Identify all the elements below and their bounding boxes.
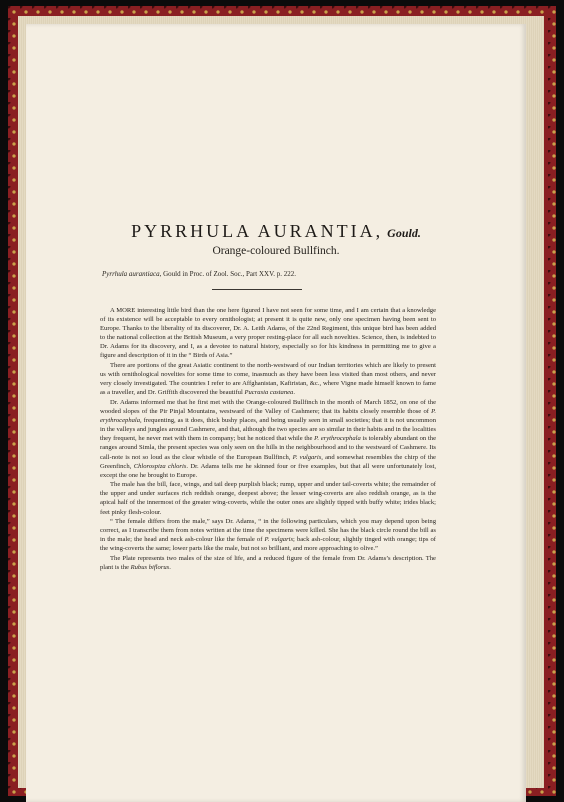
text-run: The male has the bill, face, wings, and tail deep purplish black; rump, upper and under tail-coverts white; the remainder of the upper and under surfaces rich reddish orange, deepest above; the lesser wing-coverts are also reddish orange, as is the apical half of the innermost of the greater wing-coverts, while the outer ones are slightly tipped with buffy white; irides black; feet pinky flesh-colour.: [100, 481, 436, 516]
text-run: Dr. Adams informed me that he first met with the Orange-coloured Bullfinch in the month of March 1852, on one of the wooded slopes of the Pir Pinjal Mountains, westward of the Valley of Cashmere; that its habits closely resemble those of: [100, 398, 436, 416]
paragraph: [100, 480, 436, 516]
paragraph: [100, 306, 436, 361]
species-name: PYRRHULA AURANTIA,: [131, 221, 384, 241]
paragraph: [100, 361, 436, 397]
text-run: , frequenting, as it does, thick bushy places, and being usually seen in small societies; that it is not uncommon in the valleys and jungles around Cashmere, and that, although the two species are so similar in their habits and in the localities they frequent, he never met with them in company; but he noticed that while the: [100, 417, 436, 443]
book-cover-edge: [8, 6, 556, 796]
paragraph: [100, 554, 436, 572]
italic-term: P. vulgaris: [292, 453, 322, 461]
common-name: Orange-coloured Bullfinch.: [212, 245, 340, 257]
text-run: The Plate represents two males of the size of life, and a reduced figure of the female from Dr. Adams’s description. The plant is the: [100, 555, 436, 572]
text-run: is tolerably abundant on the ranges around Simla, the present species was only seen on the hills in the neighbourhood and to the westward of Cashmere. Its call-note is not so loud as the clear whistle of the European Bullfinch,: [100, 435, 437, 461]
italic-term: Rubus biflorus: [130, 564, 170, 572]
divider-rule: [212, 289, 302, 290]
text-run: ; back ash-colour, slightly tinged with orange; tips of the wing-coverts the same; lower parts like the male, but not so brilliant, and more approaching to olive.”: [100, 536, 436, 553]
italic-term: Chlorospiza chloris: [133, 462, 187, 470]
text-run: A MORE interesting little bird than the one here figured I have not seen for some time, and I am certain that a knowledge of its existence will be acceptable to every ornithologist; at present it is quite new, only one specimen having been sent to Europe. Thanks to the liberality of its discoverer, Dr. A. Leith Adams, of the 22nd Regiment, this unique bird has been added to the national collection at the British Museum, a very proper resting-place for all such novelties. Science, then, is indebted to Dr. Adams for its discovery, and I, as a devotee to natural history, especially so for his kindness in permitting me to give a figure and description of it in the “ Birds of Asia.”: [100, 307, 436, 360]
paragraph: [100, 517, 436, 553]
text-run: “ The female differs from the male,” says Dr. Adams, “ in the following particulars, which you may depend upon being correct, as I transcribe them from notes written at the time the specimens were killed. She has the black circle round the bill as in the male; the head and neck ash-colour like the female of: [100, 518, 436, 544]
paragraph: [100, 398, 436, 480]
species-author: Gould.: [387, 226, 421, 240]
citation: [102, 270, 296, 278]
citation-species: Pyrrhula aurantiaca: [102, 270, 160, 278]
text-run: There are portions of the great Asiatic continent to the north-westward of our Indian territories which are likely to present us with ornithological novelties for some time to come, inasmuch as they have been less visited than most others, and never very closely investigated. The countries I refer to are Affghanistan, Kafiristan, &c., where Vigne made himself known to fame as a traveller, and Dr. Griffith discovered the beautiful: [100, 362, 436, 397]
text-run: . Dr. Adams tells me he skinned four or five examples, but that all were unfortunately lost, except the one he brought to Europe.: [100, 462, 436, 479]
citation-rest: , Gould in Proc. of Zool. Soc., Part XXV. p. 222.: [159, 270, 296, 278]
text-run: , and somewhat resembles the chirp of the Greenfinch,: [100, 453, 436, 470]
species-title: [26, 221, 526, 242]
text-run: .: [169, 564, 171, 572]
book-page: [26, 24, 526, 802]
page-edges: [18, 16, 544, 788]
italic-term: P. vulgaris: [264, 536, 294, 544]
description-text: [100, 306, 436, 572]
italic-term: P. erythrocephala: [314, 435, 361, 443]
italic-term: P. erythrocephala: [100, 408, 436, 425]
italic-term: Pucrasia castanea: [244, 389, 294, 397]
text-run: .: [293, 389, 296, 397]
